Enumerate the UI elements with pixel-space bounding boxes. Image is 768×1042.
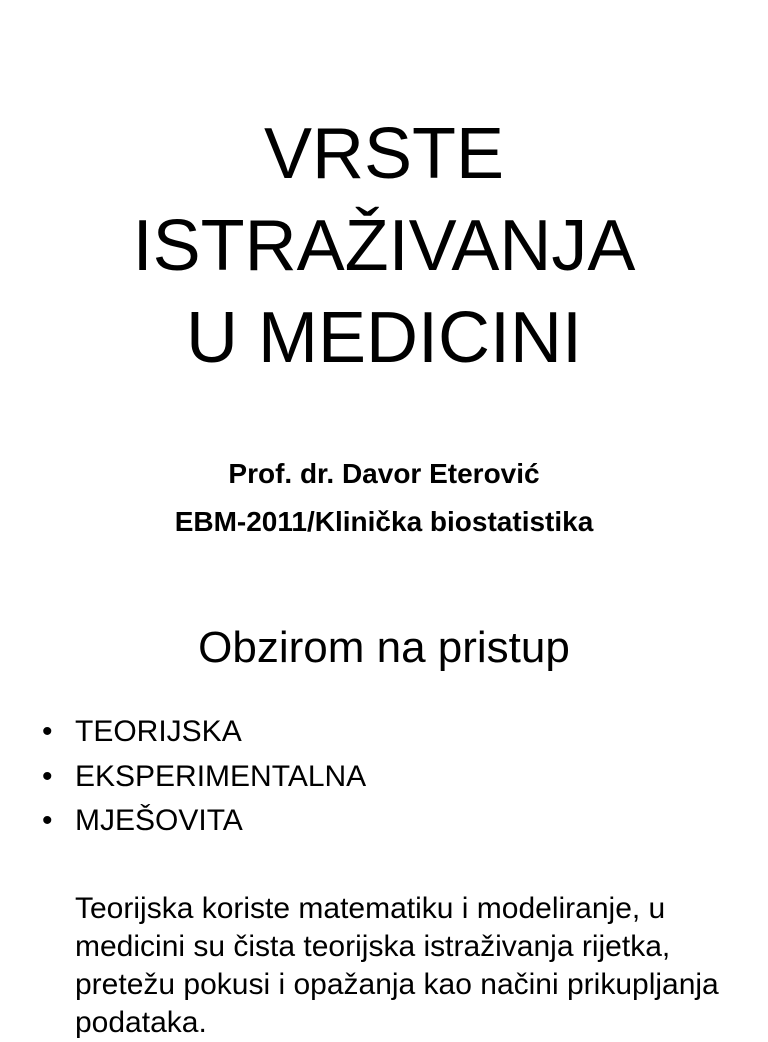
list-item bbox=[42, 755, 366, 800]
approach-list bbox=[42, 710, 366, 844]
content-slide bbox=[0, 600, 768, 1039]
slide-title bbox=[0, 108, 768, 384]
title-line-3: U MEDICINI bbox=[186, 298, 582, 378]
bullet-icon: • bbox=[42, 759, 53, 793]
list-item bbox=[42, 710, 366, 755]
list-item-label: EKSPERIMENTALNA bbox=[75, 759, 367, 793]
course-name: EBM-2011/Klinička biostatistika bbox=[174, 506, 594, 537]
title-line-1: VRSTE bbox=[263, 114, 505, 194]
bullet-icon: • bbox=[42, 715, 53, 748]
list-item bbox=[42, 799, 366, 844]
list-item-label: MJEŠOVITA bbox=[75, 804, 243, 837]
author-name: Prof. dr. Davor Eterović bbox=[228, 458, 540, 489]
section-heading: Obzirom na pristup bbox=[198, 623, 570, 672]
title-line-2: ISTRAŽIVANJA bbox=[132, 206, 636, 286]
body-paragraph: Teorijska koriste matematiku i modeliranje, u medicini su čista teorijska istraživanja rijetka, pretežu pokusi i opažanja kao načini prikupljanja podataka. bbox=[75, 892, 719, 1039]
bullet-icon: • bbox=[42, 804, 53, 837]
author-block bbox=[0, 450, 768, 546]
list-item-label: TEORIJSKA bbox=[75, 715, 242, 748]
